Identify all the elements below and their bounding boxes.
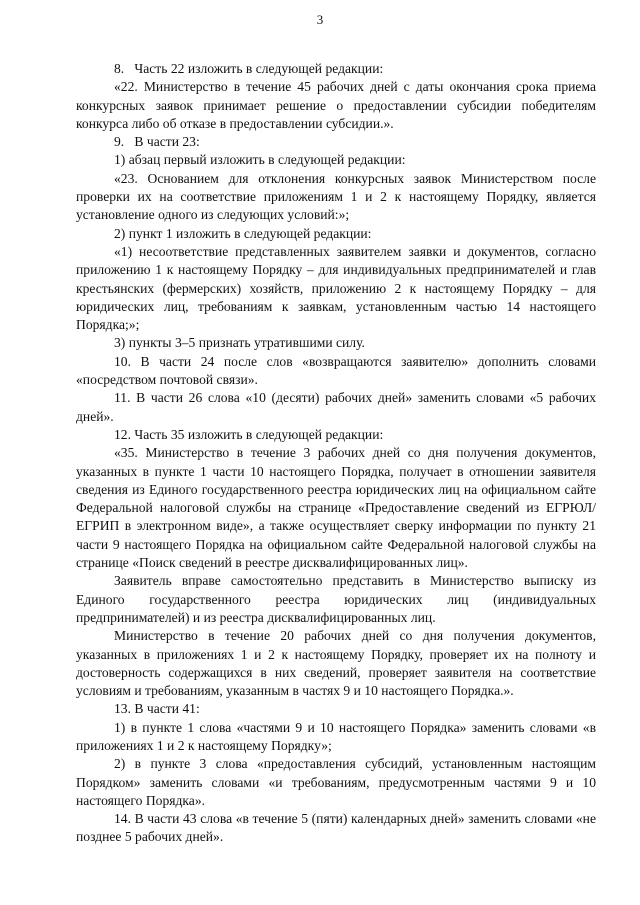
- paragraph-subitem: 1) абзац первый изложить в следующей редакции:: [114, 152, 406, 168]
- paragraph-item-11: 11. В части 26 слова «10 (десяти) рабочих дней» заменить словами «5 рабочих дней».: [76, 390, 596, 424]
- paragraph-part-35-applicant: Заявитель вправе самостоятельно представить в Министерство выписку из Единого государственного реестра юридических лиц (индивидуальных предпринимателей) и из реестра дисквалифицированных лиц.: [76, 573, 596, 625]
- paragraph-subitem: 2) в пункте 3 слова «предоставления субсидий, установленным настоящим Порядком» заменить словами «и требованиям, предусмотренным частями 9 и 10 настоящего Порядка».: [76, 756, 596, 808]
- paragraph-item-10: 10. В части 24 после слов «возвращаются заявителю» дополнить словами «посредством почтовой связи».: [76, 353, 596, 388]
- paragraph-item-12: 12. Часть 35 изложить в следующей редакции:: [114, 426, 384, 442]
- paragraph-subitem: 2) пункт 1 изложить в следующей редакции:: [114, 225, 372, 241]
- paragraph-part-23-text: «23. Основанием для отклонения конкурсных заявок Министерством после проверки их на соответствие приложениям 1 и 2 к настоящему Порядку, является установление одного из следующих условий:»;: [76, 170, 596, 223]
- paragraph-part-35-ministry: Министерство в течение 20 рабочих дней со дня получения документов, указанных в приложениях 1 и 2 к настоящему Порядку, проверяет их на полноту и достоверность содержащихся в них сведений, проверяет заявителя на соответствие условиям и требованиям, указанным в частях 9 и 10 настоящего Порядка.».: [76, 628, 596, 699]
- paragraph-item-9: 9. В части 23:: [114, 134, 200, 150]
- paragraph-part-22-text: «22. Министерство в течение 45 рабочих дней с даты окончания срока приема конкурсных заявок принимает решение о предоставлении субсидии победителям конкурса либо об отказе в предоставлении субсидии.».: [76, 79, 596, 131]
- paragraph-item-13: 13. В части 41:: [114, 701, 200, 717]
- page-number: 3: [316, 12, 324, 27]
- paragraph-item-14: 14. В части 43 слова «в течение 5 (пяти) календарных дней» заменить словами «не позднее 5 рабочих дней».: [76, 811, 596, 845]
- paragraph-part-35-text: «35. Министерство в течение 3 рабочих дней со дня получения документов, указанных в пункте 1 части 10 настоящего Порядка, получает в отношении заявителя сведения из Единого государственного реестра юридических лиц на официальном сайте Федеральной налоговой службы на странице «Предоставление сведений из ЕГРЮЛ/ЕГРИП в электронном виде», а также осуществляет сверку информации по пункту 21 части 9 настоящего Порядка на официальном сайте Федеральной налоговой службы на странице «Поиск сведений в реестре дисквалифицированных лиц».: [76, 445, 596, 571]
- paragraph-subitem: 1) в пункте 1 слова «частями 9 и 10 настоящего Порядка» заменить словами «в приложениях 1 и 2 к настоящему Порядку»;: [76, 719, 596, 753]
- paragraph-point-1-text: «1) несоответствие представленных заявителем заявки и документов, согласно приложению 1 к настоящему Порядку – для индивидуальных предпринимателей и глав крестьянских (фермерских) хозяйств, приложению 2 к настоящему Порядку – для юридических лиц, требованиям к заявкам, установленным частью 14 настоящего Порядка;»;: [76, 243, 596, 333]
- paragraph-subitem: 3) пункты 3–5 признать утратившими силу.: [114, 335, 365, 351]
- document-body: [76, 60, 596, 847]
- paragraph-item-8: 8. Часть 22 изложить в следующей редакции:: [114, 61, 384, 76]
